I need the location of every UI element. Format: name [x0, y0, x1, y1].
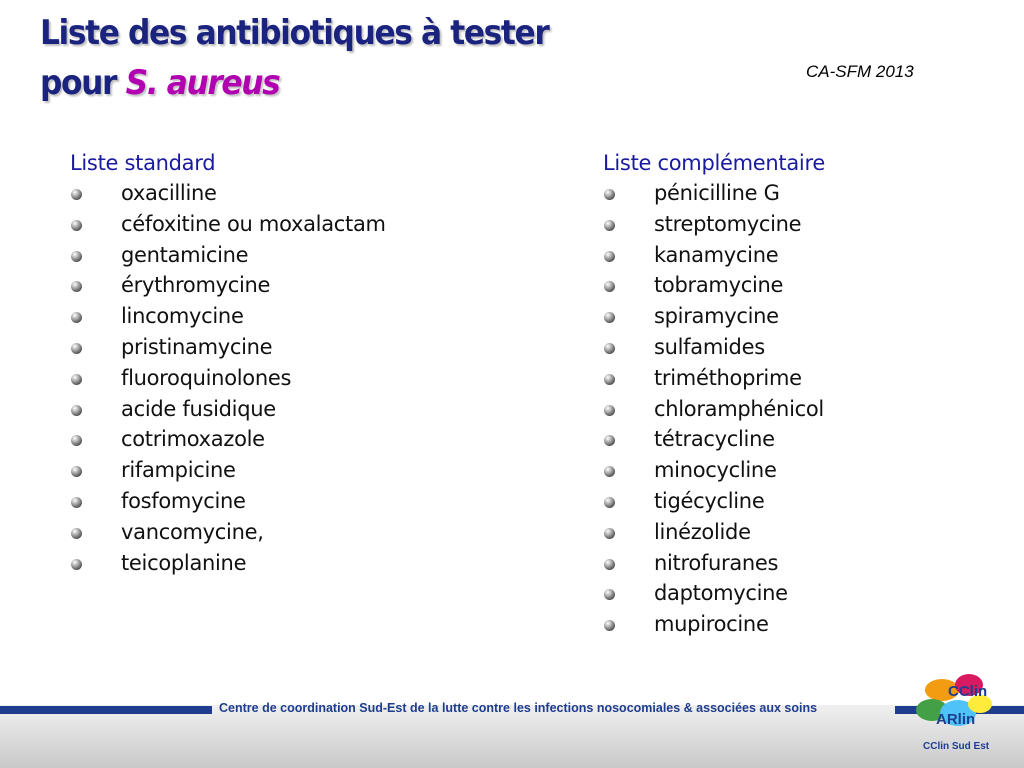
bullet-icon [71, 312, 82, 323]
title-line-2-prefix: pour [40, 63, 126, 103]
antibiotic-name: daptomycine [654, 581, 788, 606]
antibiotic-name: triméthoprime [654, 365, 802, 390]
standard-list [70, 178, 386, 578]
bullet-icon [71, 497, 82, 508]
antibiotic-name: nitrofuranes [654, 550, 779, 575]
antibiotic-name: pénicilline G [654, 181, 780, 205]
bullet-icon [604, 559, 615, 570]
bullet-icon [604, 528, 615, 539]
antibiotic-name: cotrimoxazole [121, 427, 265, 452]
antibiotic-name: gentamicine [121, 242, 249, 267]
antibiotic-name: fosfomycine [121, 488, 246, 513]
list-item [603, 486, 825, 517]
list-item [603, 394, 825, 425]
bullet-icon [71, 528, 82, 539]
antibiotic-name: tigécycline [654, 488, 765, 513]
antibiotic-name: érythromycine [121, 273, 271, 298]
bullet-icon [71, 559, 82, 570]
list-item [70, 486, 386, 517]
bullet-icon [71, 466, 82, 477]
list-item [70, 517, 386, 548]
bullet-icon [71, 251, 82, 262]
bullet-icon [604, 189, 615, 200]
bullet-icon [71, 220, 82, 231]
antibiotic-name: sulfamides [654, 334, 765, 359]
bullet-icon [604, 405, 615, 416]
bullet-icon [604, 251, 615, 262]
footer-text: Centre de coordination Sud-Est de la lutte contre les infections nosocomiales & associées aux soins [219, 701, 818, 715]
antibiotic-name: acide fusidique [121, 396, 276, 421]
slide-title [40, 8, 548, 108]
complementary-list-header: Liste complémentaire [603, 151, 825, 175]
bullet-icon [71, 189, 82, 200]
antibiotic-name: lincomycine [121, 304, 244, 329]
antibiotic-name: tétracycline [654, 427, 775, 452]
list-item [70, 363, 386, 394]
bullet-icon [71, 343, 82, 354]
antibiotic-name: mupirocine [654, 612, 769, 637]
list-item [603, 455, 825, 486]
list-item [603, 578, 825, 609]
bullet-icon [604, 374, 615, 385]
antibiotic-name: chloramphénicol [654, 396, 824, 421]
bullet-icon [71, 281, 82, 292]
bullet-icon [604, 620, 615, 631]
list-item [603, 270, 825, 301]
antibiotic-name: pristinamycine [121, 334, 273, 359]
antibiotic-name: teicoplanine [121, 550, 247, 575]
bullet-icon [604, 435, 615, 446]
list-item [70, 301, 386, 332]
antibiotic-name: vancomycine, [121, 519, 264, 544]
list-item [603, 517, 825, 548]
bullet-icon [604, 312, 615, 323]
list-item [70, 209, 386, 240]
antibiotic-name: tobramycine [654, 273, 784, 298]
list-item [603, 332, 825, 363]
logo-text-top: CClin [948, 683, 988, 700]
list-item [70, 178, 386, 209]
list-item [70, 424, 386, 455]
logo-text-bottom: ARlin [936, 711, 976, 728]
bullet-icon [71, 405, 82, 416]
list-item [603, 240, 825, 271]
list-item [603, 363, 825, 394]
antibiotic-name: fluoroquinolones [121, 365, 292, 390]
antibiotic-name: rifampicine [121, 458, 236, 483]
complementary-list [603, 178, 825, 640]
standard-list-header: Liste standard [70, 151, 216, 175]
antibiotic-name: céfoxitine ou moxalactam [121, 211, 386, 236]
bullet-icon [604, 497, 615, 508]
list-item [70, 548, 386, 579]
complementary-list-column [603, 148, 825, 640]
logo-caption: CClin Sud Est [923, 741, 990, 752]
title-line-1: Liste des antibiotiques à tester [40, 13, 549, 53]
bullet-icon [71, 435, 82, 446]
list-item [603, 548, 825, 579]
antibiotic-name: oxacilline [121, 181, 217, 205]
antibiotic-name: streptomycine [654, 211, 802, 236]
bullet-icon [604, 466, 615, 477]
footer-rule-left [0, 706, 212, 714]
bullet-icon [604, 220, 615, 231]
list-item [603, 178, 825, 209]
reference-label: CA-SFM 2013 [806, 62, 914, 81]
bullet-icon [71, 374, 82, 385]
antibiotic-name: linézolide [654, 519, 751, 544]
bullet-icon [604, 281, 615, 292]
bullet-icon [604, 343, 615, 354]
list-item [603, 301, 825, 332]
bullet-icon [604, 589, 615, 600]
antibiotic-name: spiramycine [654, 304, 779, 329]
list-item [603, 424, 825, 455]
list-item [603, 209, 825, 240]
list-item [70, 270, 386, 301]
standard-list-column [70, 148, 386, 578]
list-item [70, 332, 386, 363]
antibiotic-name: kanamycine [654, 242, 779, 267]
antibiotic-name: minocycline [654, 458, 777, 483]
list-item [603, 609, 825, 640]
species-name: S. aureus [125, 63, 280, 103]
list-item [70, 394, 386, 425]
list-item [70, 240, 386, 271]
list-item [70, 455, 386, 486]
